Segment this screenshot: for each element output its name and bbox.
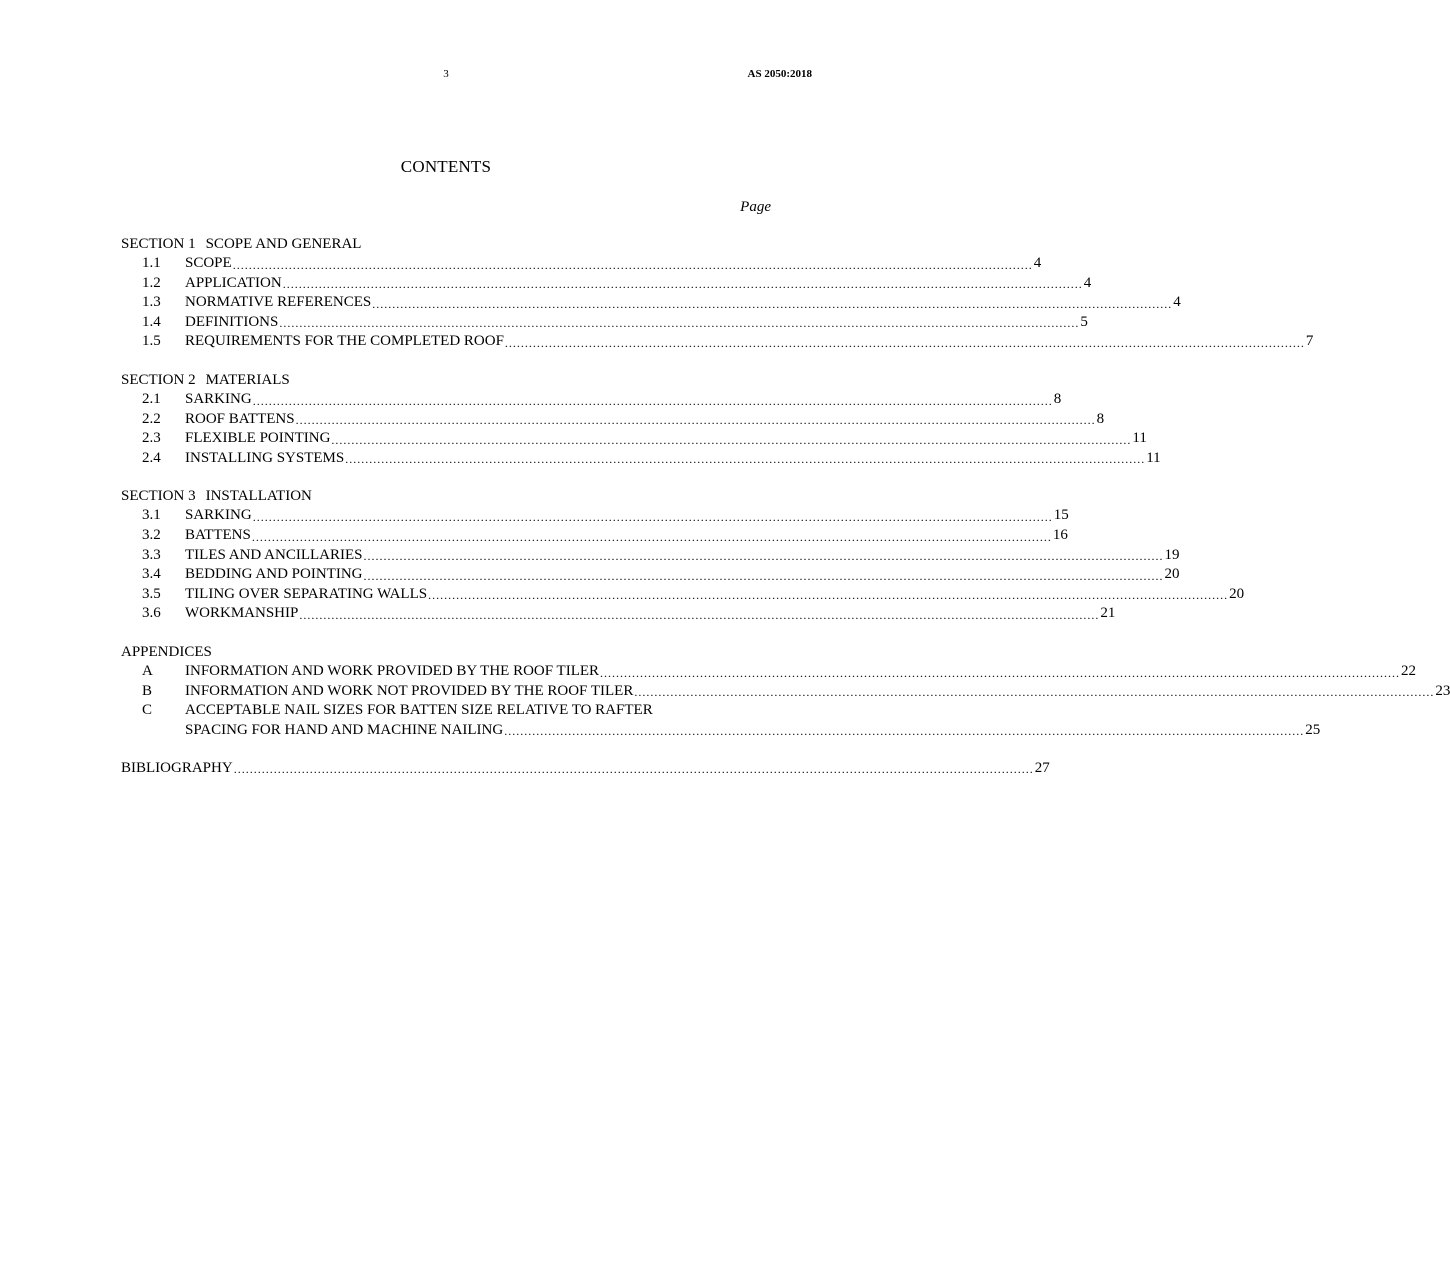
entry-title: BEDDING AND POINTING (185, 566, 363, 583)
appendices-heading: APPENDICES (121, 643, 212, 660)
entry-page: 25 (1305, 721, 1321, 738)
toc-entry-appendix[interactable] (121, 701, 1321, 740)
section-title: INSTALLATION (205, 488, 312, 505)
entry-number: 1.4 (142, 313, 161, 330)
entry-number: 3.3 (142, 546, 161, 563)
entry-title: SARKING (185, 390, 252, 407)
entry-number: 2.3 (142, 430, 161, 447)
section-heading[interactable] (121, 370, 771, 390)
document-id: AS 2050:2018 (747, 68, 812, 80)
entry-number: 1.2 (142, 274, 161, 291)
entry-page: 20 (1164, 566, 1180, 583)
dot-leader: ........................................................................................................................................................................................................ (363, 568, 1164, 583)
toc-entry[interactable] (121, 585, 1245, 605)
entry-page: 16 (1052, 526, 1068, 543)
bibliography-page: 27 (1034, 760, 1050, 777)
section-number: SECTION 2 (121, 371, 196, 388)
entry-page: 23 (1435, 682, 1450, 699)
section-group (121, 486, 1245, 624)
toc-entry[interactable] (121, 332, 1314, 352)
toc-entry[interactable] (121, 565, 1180, 585)
entry-title: FLEXIBLE POINTING (185, 430, 331, 447)
dot-leader: ........................................................................................................................................................................................................ (233, 762, 1034, 777)
bibliography-label: BIBLIOGRAPHY (121, 760, 233, 777)
toc-entry[interactable] (121, 526, 1068, 546)
entry-number: 2.2 (142, 410, 161, 427)
entry-title: DEFINITIONS (185, 313, 279, 330)
entry-page: 11 (1132, 430, 1147, 447)
entry-number: 1.5 (142, 333, 161, 350)
entry-number: 2.4 (142, 449, 161, 466)
dot-leader: ........................................................................................................................................................................................................ (331, 432, 1132, 447)
section-number: SECTION 1 (121, 236, 196, 252)
entry-title: SARKING (185, 507, 252, 524)
toc-entry[interactable] (121, 506, 1069, 526)
toc-entry[interactable] (121, 410, 1105, 430)
section-group (121, 370, 1161, 468)
entry-title: SCOPE (185, 255, 232, 271)
dot-leader: ........................................................................................................................................................................................................ (252, 393, 1053, 408)
section-title: SCOPE AND GENERAL (205, 236, 362, 252)
entry-title: ROOF BATTENS (185, 410, 295, 427)
toc-entry-appendix[interactable] (121, 662, 1417, 682)
toc-entry[interactable] (121, 274, 1092, 294)
page-column-label: Page (740, 199, 771, 215)
entry-number: A (142, 662, 153, 679)
entry-page: 4 (1033, 255, 1042, 271)
entry-title: INSTALLING SYSTEMS (185, 449, 345, 466)
entry-page: 7 (1305, 333, 1314, 350)
dot-leader: ........................................................................................................................................................................................................ (279, 316, 1080, 331)
dot-leader: ........................................................................................................................................................................................................ (252, 509, 1053, 524)
dot-leader: ........................................................................................................................................................................................................ (504, 335, 1305, 350)
appendices-group (121, 642, 1450, 740)
toc-entry[interactable] (121, 254, 1042, 274)
dot-leader: ........................................................................................................................................................................................................ (634, 685, 1435, 700)
section-title: MATERIALS (205, 371, 290, 388)
entry-number: C (142, 702, 153, 719)
dot-leader: ........................................................................................................................................................................................................ (600, 665, 1401, 680)
entry-page: 11 (1146, 449, 1161, 466)
dot-leader: ........................................................................................................................................................................................................ (428, 588, 1229, 603)
entry-title-continued: SPACING FOR HAND AND MACHINE NAILING (185, 721, 504, 738)
entry-title: REQUIREMENTS FOR THE COMPLETED ROOF (185, 333, 504, 350)
entry-page: 19 (1164, 546, 1180, 563)
entry-title: INFORMATION AND WORK PROVIDED BY THE ROOF TILER (185, 662, 600, 679)
appendix-line-2 (121, 721, 1321, 741)
entry-title: INFORMATION AND WORK NOT PROVIDED BY THE ROOF TILER (185, 682, 634, 699)
toc-entry-appendix[interactable] (121, 682, 1450, 702)
appendix-line-1 (121, 701, 771, 721)
entry-page: 8 (1053, 390, 1062, 407)
toc-entry[interactable] (121, 546, 1180, 566)
section-heading[interactable] (121, 486, 771, 506)
section-group (121, 234, 1314, 352)
entry-number: 3.1 (142, 507, 161, 524)
sections-list (121, 234, 1314, 624)
contents-title: CONTENTS (400, 157, 492, 176)
entry-number: 1.3 (142, 294, 161, 311)
entry-page: 22 (1401, 662, 1417, 679)
entry-page: 21 (1100, 605, 1116, 622)
entry-page: 5 (1080, 313, 1088, 330)
entry-number: 1.1 (142, 255, 161, 271)
section-number: SECTION 3 (121, 488, 196, 505)
dot-leader: ........................................................................................................................................................................................................ (345, 452, 1146, 467)
entry-page: 4 (1173, 294, 1181, 311)
dot-leader: ........................................................................................................................................................................................................ (504, 724, 1305, 739)
dot-leader: ........................................................................................................................................................................................................ (295, 413, 1096, 428)
dot-leader: ........................................................................................................................................................................................................ (282, 277, 1083, 292)
entry-number: B (142, 682, 153, 699)
entry-page: 15 (1053, 507, 1069, 524)
dot-leader: ........................................................................................................................................................................................................ (251, 529, 1052, 544)
entry-page: 4 (1083, 274, 1092, 291)
entry-number: 2.1 (142, 390, 161, 407)
dot-leader: ........................................................................................................................................................................................................ (232, 257, 1033, 272)
table-of-contents (121, 234, 1450, 778)
toc-entry[interactable] (121, 429, 1147, 449)
toc-entry[interactable] (121, 313, 1088, 333)
page-number: 3 (443, 68, 449, 80)
toc-entry[interactable] (121, 390, 1062, 410)
dot-leader: ........................................................................................................................................................................................................ (299, 607, 1100, 622)
section-heading[interactable] (121, 234, 771, 254)
entry-page: 20 (1229, 585, 1245, 602)
toc-entry[interactable] (121, 604, 1116, 624)
appendices-list (121, 662, 1450, 740)
entry-title: APPLICATION (185, 274, 282, 291)
entry-title: NORMATIVE REFERENCES (185, 294, 372, 311)
entry-number: 3.2 (142, 526, 161, 543)
entry-page: 8 (1096, 410, 1105, 427)
dot-leader: ........................................................................................................................................................................................................ (372, 296, 1173, 311)
entry-title: TILING OVER SEPARATING WALLS (185, 585, 428, 602)
entry-title: TILES AND ANCILLARIES (185, 546, 363, 563)
toc-entry-bibliography[interactable] (121, 758, 1050, 778)
dot-leader: ........................................................................................................................................................................................................ (363, 549, 1164, 564)
toc-entry[interactable] (121, 449, 1161, 469)
entry-title: WORKMANSHIP (185, 605, 299, 622)
entry-title: BATTENS (185, 526, 251, 543)
toc-entry[interactable] (121, 293, 1181, 313)
entry-title: ACCEPTABLE NAIL SIZES FOR BATTEN SIZE RELATIVE TO RAFTER (185, 702, 653, 719)
entry-number: 3.4 (142, 566, 161, 583)
entry-number: 3.6 (142, 605, 161, 622)
entry-number: 3.5 (142, 585, 161, 602)
